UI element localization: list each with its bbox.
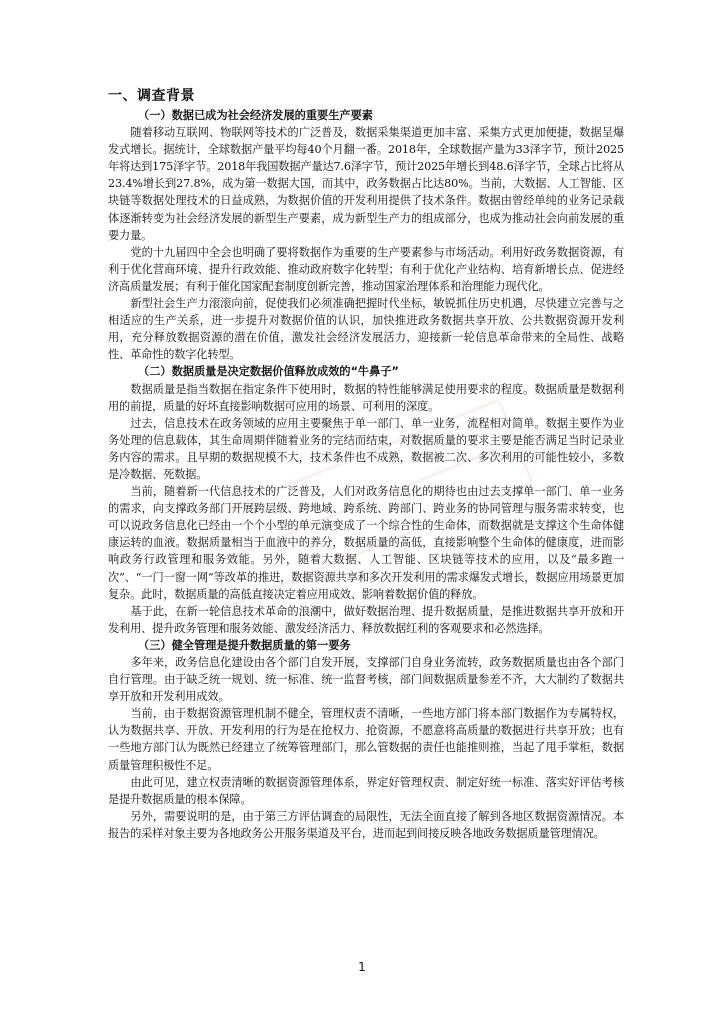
subsection-heading: （二）数据质量是决定数据价值释放成效的“牛鼻子” <box>138 365 399 379</box>
subsection-2 <box>108 363 624 637</box>
paragraph: 多年来，政务信息化建设由各个部门自发开展，支撑部门自身业务流转，政务数据质量也由各个部门自行管理。由于缺乏统一规划、统一标准、统一监督考核，部门间数据质量参差不齐，大大制约了数据共享开放和开发利用成效。 <box>108 656 624 704</box>
subsection-heading: （三）健全管理是提升数据质量的第一要务 <box>138 638 351 652</box>
section-heading: 一、调查背景 <box>108 88 195 104</box>
document-page <box>108 86 624 842</box>
paragraph: 过去，信息技术在政务领域的应用主要聚焦于单一部门、单一业务，流程相对简单。数据主要作为业务处理的信息载体，其生命周期伴随着业务的完结而结束，对数据质量的要求主要是能否满足当时记录业务内容的需求。且早期的数据规模不大，技术条件也不成熟，数据被二次、多次利用的可能性较小，多数是冷数据、死数据。 <box>108 416 624 481</box>
paragraph: 党的十九届四中全会也明确了要将数据作为重要的生产要素参与市场活动。利用好政务数据资源，有利于优化营商环境、提升行政效能、推动政府数字化转型；有利于优化产业结构、培育新增长点、促进经济高质量发展；有利于催化国家配套制度创新完善，推动国家治理体系和治理能力现代化。 <box>108 245 624 293</box>
paragraph: 另外，需要说明的是，由于第三方评估调查的局限性，无法全面直接了解到各地区数据资源情况。本报告的采样对象主要为各地政务公开服务渠道及平台，进而起到间接反映各地政务数据质量管理情况。 <box>108 809 624 840</box>
paragraph: 基于此，在新一轮信息技术革命的浪潮中，做好数据治理、提升数据质量，是推进数据共享开放和开发利用、提升政务管理和服务效能、激发经济活力、释放数据红利的客观要求和必然选择。 <box>108 604 624 635</box>
paragraph: 新型社会生产力滚滚向前，促使我们必须准确把握时代坐标，敏锐抓住历史机遇，尽快建立完善与之相适应的生产关系，进一步提升对数据价值的认识，加快推进政务数据共享开放、公共数据资源开发利用，充分释放数据资源的潜在价值，激发社会经济发展活力，迎接新一轮信息革命带来的全局性、战略性、革命性的数字化转型。 <box>108 297 624 362</box>
paragraph: 随着移动互联网、物联网等技术的广泛普及，数据采集渠道更加丰富、采集方式更加便捷，数据呈爆发式增长。据统计，全球数据产量平均每40个月翻一番。2018年，全球数据产量为33泽字节，预计2025年将达到175泽字节。2018年我国数据产量达7.6泽字节，预计2025年增长到48.6泽字节，全球占比将从23.4%增长到27.8%，成为第一数据大国，而其中，政务数据占比达80%。当前，大数据、人工智能、区块链等数据处理技术的日益成熟，为数据价值的开发利用提供了技术条件。数据由曾经单纯的业务记录载体逐渐转变为社会经济发展的新型生产要素，成为新型生产力的组成部分，也成为推动社会向前发展的重要力量。 <box>108 126 624 242</box>
paragraph: 当前，随着新一代信息技术的广泛普及，人们对政务信息化的期待也由过去支撑单一部门、单一业务的需求，向支撑政务部门开展跨层级、跨地域、跨系统、跨部门、跨业务的协同管理与服务需求转变，也可以说政务信息化已经由一个个小型的单元演变成了一个综合性的生命体，而数据就是支撑这个生命体健康运转的血液。数据质量相当于血液中的养分，数据质量的高低，直接影响整个生命体的健康度，进而影响政务行政管理和服务效能。另外，随着大数据、人工智能、区块链等技术的应用，以及“最多跑一次”、“一门一窗一网”等改革的推进，数据资源共享和多次开发利用的需求爆发式增长，数据应用场景更加复杂。此时，数据质量的高低直接决定着应用成效、影响着数据价值的释放。 <box>108 485 624 601</box>
subsection-heading: （一）数据已成为社会经济发展的重要生产要素 <box>138 109 373 122</box>
paragraph: 由此可见，建立权责清晰的数据资源管理体系，界定好管理权责、制定好统一标准、落实好评估考核是提升数据质量的根本保障。 <box>108 775 624 806</box>
page-number: 1 <box>358 960 366 974</box>
subsection-1 <box>108 107 624 363</box>
subsection-3 <box>108 637 624 842</box>
paragraph: 数据质量是指当数据在指定条件下使用时，数据的特性能够满足使用要求的程度。数据质量是数据利用的前提，质量的好坏直接影响数据可应用的场景、可利用的深度。 <box>108 382 624 413</box>
paragraph: 当前，由于数据资源管理机制不健全，管理权责不清晰，一些地方部门将本部门数据作为专属特权，认为数据共享、开放、开发利用的行为是在抢权力、抢资源，不愿意将高质量的数据进行共享开放；也有一些地方部门认为既然已经建立了统筹管理部门，那么管数据的责任也能推则推，当起了甩手掌柜，数据质量管理积极性不足。 <box>108 707 624 772</box>
